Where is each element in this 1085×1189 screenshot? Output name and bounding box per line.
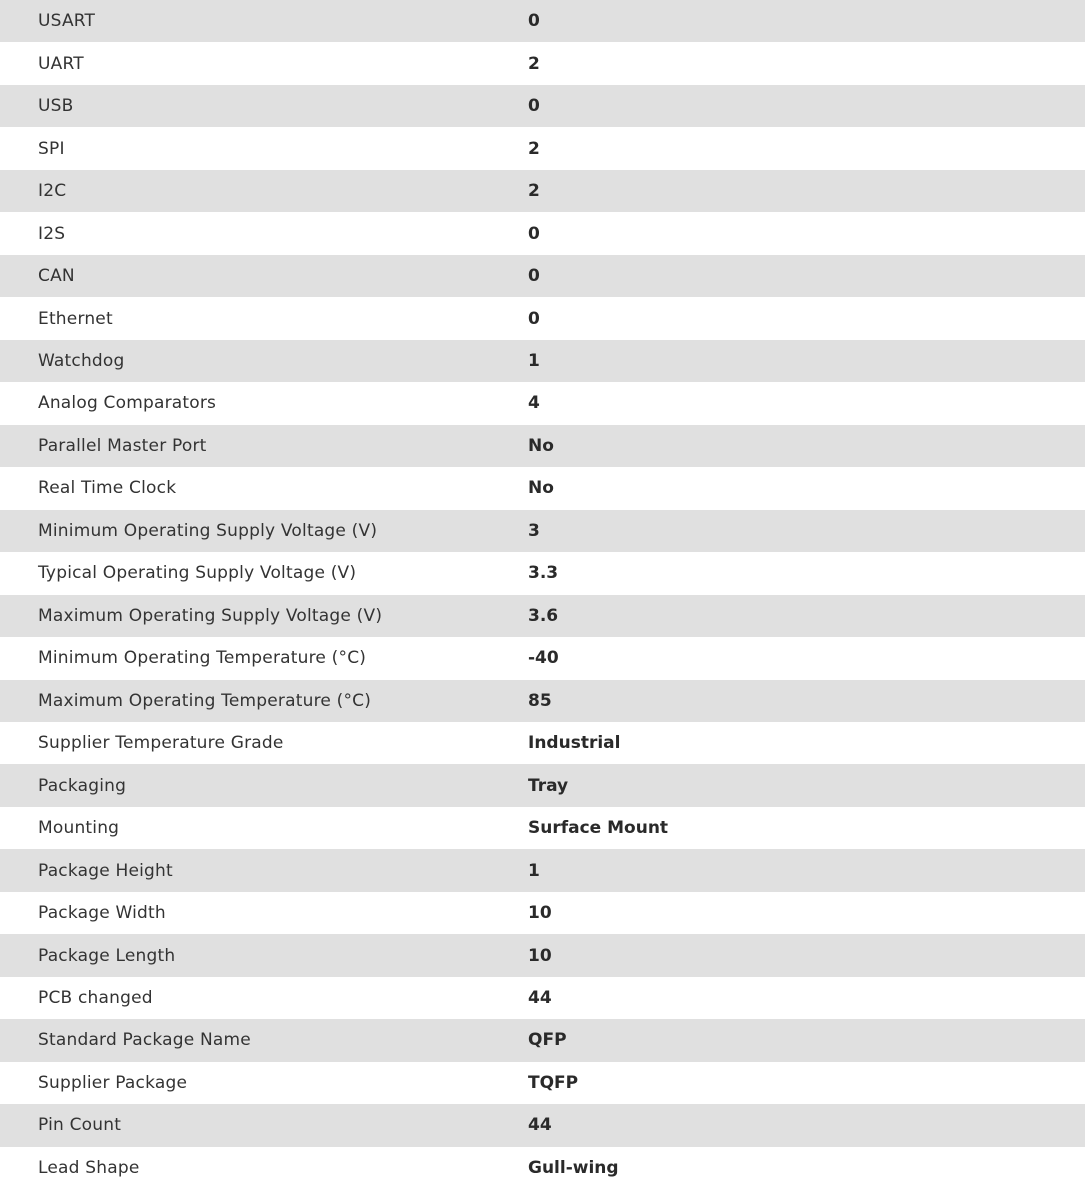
spec-row [0,637,1085,679]
spec-label: Lead Shape [38,1157,140,1178]
spec-label: USB [38,96,74,117]
spec-row [0,170,1085,212]
spec-value: 10 [528,903,552,924]
spec-row [0,212,1085,254]
spec-value: 44 [528,988,552,1009]
spec-label: Maximum Operating Temperature (°C) [38,690,372,711]
spec-value: Surface Mount [528,818,669,839]
spec-row [0,849,1085,891]
spec-label: Pin Count [38,1115,122,1136]
spec-row [0,892,1085,934]
spec-value: -40 [528,648,559,669]
spec-row [0,255,1085,297]
spec-value: 3.6 [528,605,559,626]
spec-value: 2 [528,138,540,159]
spec-value: No [528,435,554,456]
spec-value: 3 [528,520,540,541]
spec-label: Typical Operating Supply Voltage (V) [38,563,357,584]
spec-value: No [528,478,554,499]
spec-value: 1 [528,860,540,881]
spec-value: Gull-wing [528,1157,619,1178]
spec-label: PCB changed [38,988,153,1009]
spec-label: Package Length [38,945,176,966]
spec-label: Maximum Operating Supply Voltage (V) [38,605,383,626]
spec-value: 0 [528,11,540,32]
spec-label: USART [38,11,96,32]
spec-label: Packaging [38,775,127,796]
spec-label: Minimum Operating Supply Voltage (V) [38,520,378,541]
spec-value: 85 [528,690,552,711]
spec-row [0,382,1085,424]
spec-label: Parallel Master Port [38,435,207,456]
spec-row [0,934,1085,976]
spec-row [0,85,1085,127]
spec-value: 2 [528,181,540,202]
spec-label: I2S [38,223,66,244]
spec-value: 3.3 [528,563,559,584]
spec-row [0,1019,1085,1061]
spec-value: 0 [528,266,540,287]
spec-row [0,595,1085,637]
spec-value: QFP [528,1030,567,1051]
spec-label: SPI [38,138,65,159]
spec-label: Standard Package Name [38,1030,251,1051]
spec-row [0,1147,1085,1189]
spec-label: Package Width [38,903,166,924]
spec-row [0,764,1085,806]
spec-value: 44 [528,1115,552,1136]
spec-label: Minimum Operating Temperature (°C) [38,648,367,669]
spec-row [0,1104,1085,1146]
spec-label: Package Height [38,860,173,881]
spec-row [0,297,1085,339]
spec-value: Tray [528,775,569,796]
spec-label: I2C [38,181,67,202]
spec-row [0,807,1085,849]
spec-row [0,467,1085,509]
spec-value: Industrial [528,733,621,754]
spec-row [0,42,1085,84]
spec-row [0,977,1085,1019]
spec-value: 1 [528,350,540,371]
spec-row [0,127,1085,169]
spec-row [0,552,1085,594]
spec-value: 2 [528,53,540,74]
spec-label: Analog Comparators [38,393,217,414]
spec-row [0,1062,1085,1104]
spec-value: 0 [528,308,540,329]
spec-label: Ethernet [38,308,113,329]
spec-label: Supplier Package [38,1072,188,1093]
spec-value: TQFP [528,1072,579,1093]
spec-value: 4 [528,393,540,414]
spec-row [0,510,1085,552]
spec-label: Real Time Clock [38,478,177,499]
spec-label: UART [38,53,84,74]
spec-row [0,340,1085,382]
spec-row [0,0,1085,42]
spec-label: Watchdog [38,350,125,371]
spec-value: 0 [528,223,540,244]
spec-label: CAN [38,266,75,287]
spec-label: Mounting [38,818,120,839]
spec-value: 0 [528,96,540,117]
spec-row [0,722,1085,764]
spec-label: Supplier Temperature Grade [38,733,284,754]
spec-value: 10 [528,945,552,966]
spec-row [0,425,1085,467]
spec-row [0,680,1085,722]
